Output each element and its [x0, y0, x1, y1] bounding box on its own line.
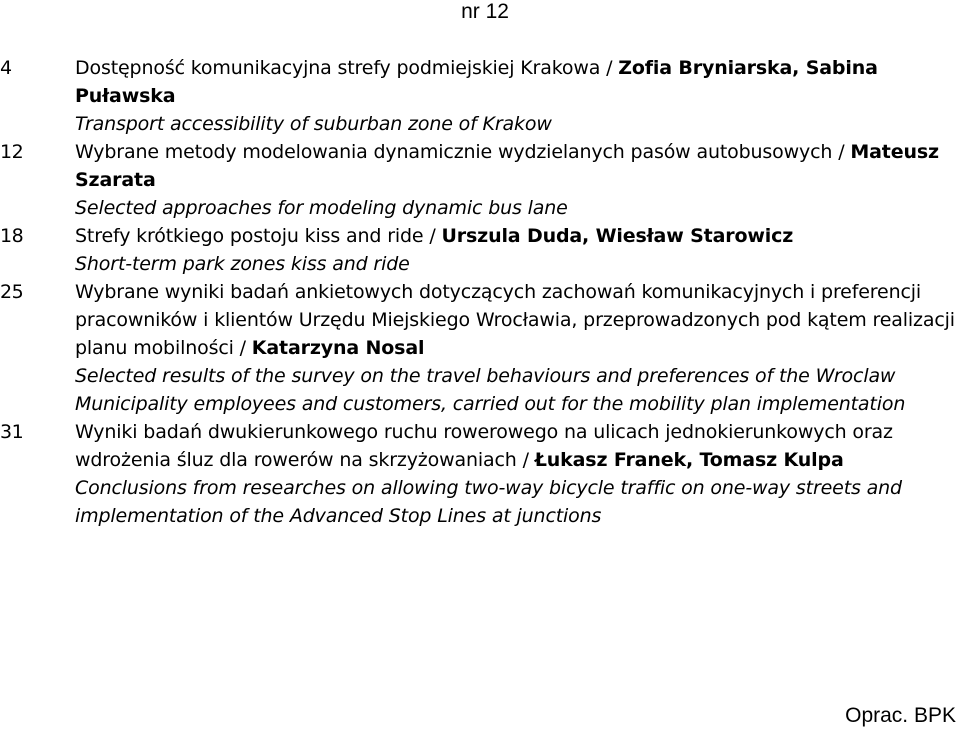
entry-title-line	[75, 418, 960, 474]
title-english: Selected approaches for modeling dynamic bus lane	[75, 197, 568, 219]
entry-title-line	[75, 54, 960, 110]
authors: Mateusz Szarata	[75, 141, 939, 191]
issue-number: nr 12	[461, 0, 509, 23]
title-polish: Wybrane wyniki badań ankietowych dotyczących zachowań komunikacyjnych i preferencji pracowników i klientów Urzędu Miejskiego Wrocławia, przeprowadzonych pod kątem realizacji planu mobilności	[75, 281, 955, 359]
page-number: 31	[0, 421, 24, 443]
toc-entry	[0, 54, 960, 138]
entry-title-line	[75, 138, 960, 194]
authors: Urszula Duda, Wiesław Starowicz	[441, 225, 794, 247]
toc-entry	[0, 418, 960, 530]
page-number: 12	[0, 141, 24, 163]
title-polish: Dostępność komunikacyjna strefy podmiejskiej Krakowa	[75, 57, 601, 79]
toc-entry	[0, 222, 960, 278]
compiled-by-credit: Oprac. BPK	[845, 704, 956, 727]
authors: Łukasz Franek, Tomasz Kulpa	[534, 449, 844, 471]
authors: Katarzyna Nosal	[251, 337, 425, 359]
page-number: 18	[0, 225, 24, 247]
title-author-separator: /	[233, 337, 252, 359]
title-author-separator: /	[423, 225, 442, 247]
toc-entry	[0, 138, 960, 222]
toc-entry	[0, 278, 960, 418]
entry-title-line	[75, 278, 960, 362]
title-english: Transport accessibility of suburban zone of Krakow	[75, 113, 552, 135]
page-number: 25	[0, 281, 24, 303]
title-author-separator: /	[600, 57, 619, 79]
page-number: 4	[0, 57, 12, 79]
table-of-contents	[0, 54, 960, 530]
title-author-separator: /	[832, 141, 851, 163]
title-english: Short-term park zones kiss and ride	[75, 253, 410, 275]
entry-title-line	[75, 222, 960, 250]
title-polish: Wyniki badań dwukierunkowego ruchu rowerowego na ulicach jednokierunkowych oraz wdrożenia śluz dla rowerów na skrzyżowaniach	[75, 421, 893, 471]
title-author-separator: /	[516, 449, 535, 471]
title-english: Conclusions from researches on allowing two-way bicycle traffic on one-way streets and implementation of the Advanced Stop Lines at junctions	[75, 477, 902, 527]
title-english: Selected results of the survey on the travel behaviours and preferences of the Wroclaw Municipality employees and customers, carried out for the mobility plan implementation	[75, 365, 906, 415]
authors: Zofia Bryniarska, Sabina Puławska	[75, 57, 878, 107]
title-polish: Strefy krótkiego postoju kiss and ride	[75, 225, 424, 247]
title-polish: Wybrane metody modelowania dynamicznie wydzielanych pasów autobusowych	[75, 141, 833, 163]
